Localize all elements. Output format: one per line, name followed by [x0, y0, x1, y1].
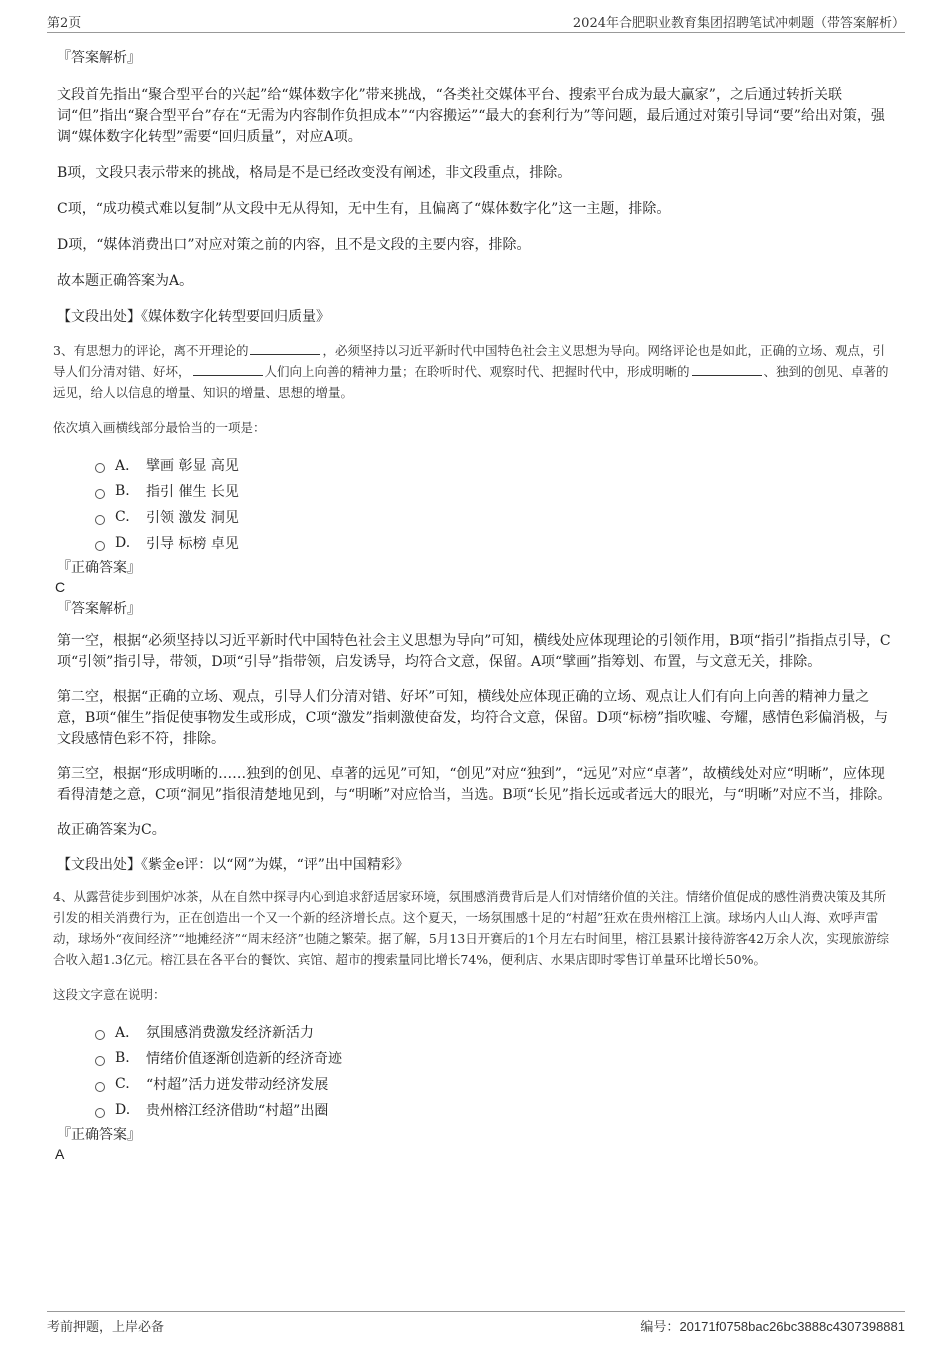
radio-icon[interactable] [95, 541, 105, 551]
answer-conclusion: 故本题正确答案为A。 [57, 273, 194, 289]
analysis-title: 『答案解析』 [57, 601, 141, 617]
question-stem: 4、从露营徒步到围炉冰茶，从在自然中探寻内心到追求舒适居家环境，氛围感消费背后是人们对情绪价值的关注。情绪价值促成的感性消费决策及其所引发的相关消费行为，正在创造出一个又一个新的经济增长点。这个夏天，一场氛围感十足的“村超”狂欢在贵州榕江上演。球场内人山人海、欢呼声雷动，球场外“夜间经济”“地摊经济”“周末经济”也随之繁荣。据了解，5月13日开赛后的1个月左右时间里，榕江县累计接待游客42万余人次，实现旅游综合收入超1.3亿元。榕江县在各平台的餐饮、宾馆、超市的搜索量同比增长74%，便利店、水果店即时零售订单量环比增长50%。 [53, 889, 890, 967]
correct-answer-title: 『正确答案』 [57, 560, 141, 576]
option-b[interactable]: B. 情绪价值逐渐创造新的经济奇迹 [95, 1045, 897, 1071]
radio-icon[interactable] [95, 463, 105, 473]
option-text: “村超”活力迸发带动经济发展 [146, 1077, 329, 1093]
page-header [47, 10, 905, 33]
analysis-title: 『答案解析』 [57, 50, 141, 66]
option-text: 引导 标榜 卓见 [146, 536, 239, 552]
document-code: 编号：20171f0758bac26bc3888c4307398881 [640, 1319, 905, 1335]
analysis-paragraph: 文段首先指出“聚合型平台的兴起”给“媒体数字化”带来挑战，“各类社交媒体平台、搜索平台成为最大赢家”，之后通过转折关联词“但”指出“聚合型平台”存在“无需为内容制作负担成本”“内容搬运”“最大的套利行为”等问题，最后通过对策引导词“要”给出对策，强调“媒体数字化转型”需要“回归质量”，对应A项。 [57, 87, 885, 145]
analysis-paragraph: 第二空，根据“正确的立场、观点，引导人们分清对错、好坏”可知，横线处应体现正确的立场、观点让人们有向上向善的精神力量之意，B项“催生”指促使事物发生或形成，C项“激发”指刺激使奋发，均符合文意，保留。D项“标榜”指吹嘘、夸耀，感情色彩偏消极，与文段感情色彩不符，排除。 [57, 689, 889, 747]
source-citation: 【文段出处】《媒体数字化转型要回归质量》 [57, 309, 330, 325]
radio-icon[interactable] [95, 1108, 105, 1118]
option-text: 情绪价值逐渐创造新的经济奇迹 [146, 1051, 342, 1067]
radio-icon[interactable] [95, 1056, 105, 1066]
fill-blank [692, 363, 762, 376]
fill-blank [193, 363, 263, 376]
page-footer [47, 1311, 905, 1336]
source-citation: 【文段出处】《紫金e评：以“网”为媒，“评”出中国精彩》 [57, 857, 409, 873]
option-d[interactable]: D. 引导 标榜 卓见 [95, 530, 897, 556]
analysis-paragraph: B项，文段只表示带来的挑战，格局是不是已经改变没有阐述，非文段重点，排除。 [57, 165, 572, 181]
radio-icon[interactable] [95, 489, 105, 499]
option-d[interactable]: D. 贵州榕江经济借助“村超”出圈 [95, 1097, 897, 1123]
analysis-paragraph: 第三空，根据“形成明晰的……独到的创见、卓著的远见”可知，“创见”对应“独到”，“远见”对应“卓著”，故横线处对应“明晰”，应体现看得清楚之意，C项“洞见”指很清楚地见到，与“明晰”对应恰当，当选。B项“长见”指长远或者远大的眼光，与“明晰”对应不当，排除。 [57, 766, 892, 803]
option-a[interactable]: A． 擘画 彰显 高见 [95, 452, 897, 478]
answer-conclusion: 故正确答案为C。 [57, 822, 166, 838]
question-stem: 3、有思想力的评论，离不开理论的 ，必须坚持以习近平新时代中国特色社会主义思想为导向。网络评论也是如此，正确的立场、观点，引导人们分清对错、好坏， 人们向上向善的精神力量；在聆听时代、观察时代、把握时代中，形成明晰的 、独到的创见、卓著的远见，给人以信息的增量、知识的增量、思想的增量。 [53, 343, 889, 400]
question-prompt: 这段文字意在说明： [53, 987, 166, 1002]
option-list [95, 452, 897, 556]
fill-blank [250, 342, 320, 355]
footer-slogan: 考前押题，上岸必备 [47, 1320, 165, 1335]
radio-icon[interactable] [95, 1030, 105, 1040]
correct-answer-title: 『正确答案』 [57, 1127, 141, 1143]
option-b[interactable]: B. 指引 催生 长见 [95, 478, 897, 504]
option-a[interactable]: A． 氛围感消费激发经济新活力 [95, 1019, 897, 1045]
page-number: 第2页 [47, 16, 82, 31]
option-text: 擘画 彰显 高见 [146, 458, 239, 474]
radio-icon[interactable] [95, 515, 105, 525]
option-text: 引领 激发 洞见 [146, 510, 239, 526]
question-prompt: 依次填入画横线部分最恰当的一项是： [53, 420, 266, 435]
page-content [53, 44, 897, 1163]
option-text: 氛围感消费激发经济新活力 [146, 1025, 314, 1041]
option-c[interactable]: C. 引领 激发 洞见 [95, 504, 897, 530]
option-c[interactable]: C. “村超”活力迸发带动经济发展 [95, 1071, 897, 1097]
option-text: 贵州榕江经济借助“村超”出圈 [146, 1103, 329, 1119]
analysis-paragraph: 第一空，根据“必须坚持以习近平新时代中国特色社会主义思想为导向”可知，横线处应体现理论的引领作用，B项“指引”指指点引导，C项“引领”指引导，带领，D项“引导”指带领，启发诱导，均符合文意，保留。A项“擘画”指筹划、布置，与文意无关，排除。 [57, 633, 891, 670]
document-title: 2024年合肥职业教育集团招聘笔试冲刺题（带答案解析） [572, 16, 905, 31]
radio-icon[interactable] [95, 1082, 105, 1092]
analysis-paragraph: C项，“成功模式难以复制”从文段中无从得知，无中生有，且偏离了“媒体数字化”这一主题，排除。 [57, 201, 671, 217]
correct-answer: C [55, 579, 66, 595]
analysis-paragraph: D项，“媒体消费出口”对应对策之前的内容，且不是文段的主要内容，排除。 [57, 237, 531, 253]
option-text: 指引 催生 长见 [146, 484, 239, 500]
correct-answer: A [55, 1146, 65, 1162]
option-list [95, 1019, 897, 1123]
